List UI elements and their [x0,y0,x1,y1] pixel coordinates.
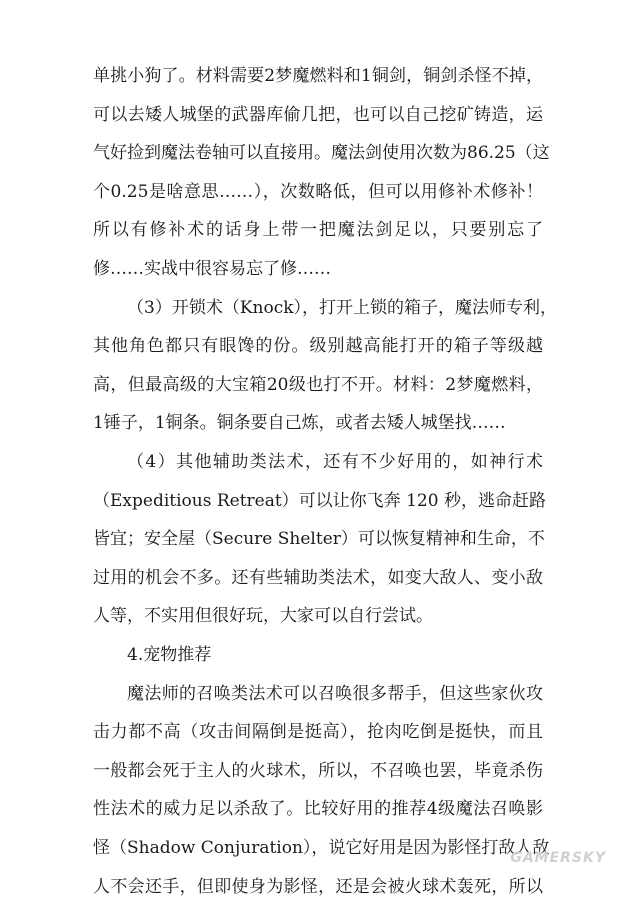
text-line: 其他角色都只有眼馋的份。级别越高能打开的箱子等级越 [93,336,543,357]
text-line: （Expeditious Retreat）可以让你飞奔 120 秒，逃命赶路 [93,490,546,511]
text-line: 性法术的威力足以杀敌了。比较好用的推荐4级魔法召唤影 [93,799,543,820]
text-line: （3）开锁术（Knock），打开上锁的箱子，魔法师专利， [127,297,558,318]
text-line: 单挑小狗了。材料需要2梦魔燃料和1铜剑，铜剑杀怪不掉， [93,66,543,86]
text-line: 一般都会死于主人的火球术，所以，不召唤也罢，毕竟杀伤 [93,760,543,781]
text-line: 皆宜；安全屋（Secure Shelter）可以恢复精神和生命，不 [93,529,545,550]
text-line: 人等，不实用但很好玩，大家可以自行尝试。 [93,606,433,627]
watermark-logo: GAMERSKY [510,850,606,866]
text-line: 怪（Shadow Conjuration），说它好用是因为影怪打敌人敌 [93,838,550,858]
text-line: 可以去矮人城堡的武器库偷几把，也可以自己挖矿铸造，运 [93,104,543,125]
text-line: 高，但最高级的大宝箱20级也打不开。材料：2梦魔燃料， [93,374,543,395]
text-line: 所以有修补术的话身上带一把魔法剑足以，只要别忘了 [93,220,543,241]
text-line: 4.宠物推荐 [127,645,212,665]
text-line: 个0.25是啥意思……），次数略低，但可以用修补术修补！ [93,181,543,202]
text-line: 击力都不高（攻击间隔倒是挺高），抢肉吃倒是挺快，而且 [93,722,543,743]
text-line: 1锤子，1铜条。铜条要自己炼，或者去矮人城堡找…… [93,413,506,434]
text-line: 人不会还手，但即使身为影怪，还是会被火球术轰死，所以 [93,876,543,897]
text-line: 魔法师的召唤类法术可以召唤很多帮手，但这些家伙攻 [127,683,543,704]
text-line: （4）其他辅助类法术，还有不少好用的，如神行术 [127,452,543,472]
text-line: 过用的机会不多。还有些辅助类法术，如变大敌人、变小敌 [93,567,543,588]
text-line: 气好捡到魔法卷轴可以直接用。魔法剑使用次数为86.25（这 [93,143,550,164]
text-line: 修……实战中很容易忘了修…… [93,259,331,279]
